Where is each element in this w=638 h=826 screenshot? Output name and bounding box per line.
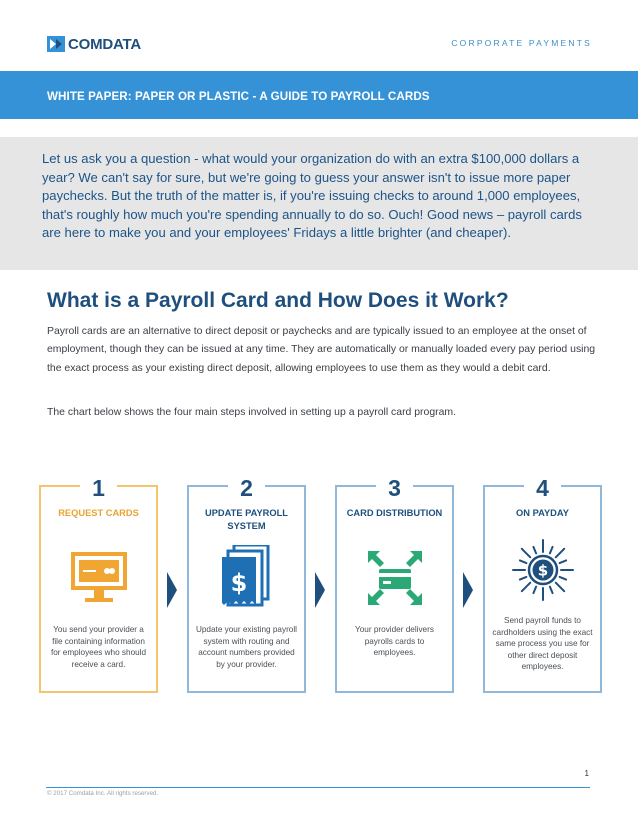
chevron-right-icon [463,572,473,608]
step-title: CARD DISTRIBUTION [346,508,443,518]
step-description: You send your provider a file containing information for employees who should receive a card. [50,625,147,669]
step-description: Update your existing payroll system with routing and account numbers provided by your provider. [195,625,298,669]
intro-text: Let us ask you a question - what would your organization do with an extra $100,000 dollars a year? We can't say for sure, but we're going to guess your answer isn't to issue more paper paychecks. But the truth of the matter is, if you're issuing checks to around 1,000 employees, that's roughly how much you're spending annually to do so. Ouch! Good news – payroll cards are here to make you and your employees' Fridays a little brighter (and cheaper). [42,151,582,241]
step-title: REQUEST CARDS [58,508,139,518]
burst-ray [533,587,536,593]
step-number: 3 [376,475,413,501]
step-number: 4 [524,475,561,501]
computer-monitor-icon [41,543,156,613]
page-number: 1 [584,769,589,778]
burst-ray [555,549,563,557]
burst-ray [555,583,563,591]
step-card-3 [335,475,454,693]
burst-ray [521,549,529,557]
chevron-right-icon [167,572,177,608]
burst-ray [549,587,552,593]
body-paragraph-1: Payroll cards are an alternative to direct deposit or paychecks and are typically issued to an employee at the onset of employment, though they can be issued at any time. They are automatically or manually loaded every pay period using the exact process as your existing direct deposit, allowing employees to use them as they would a debit card. [47,326,596,374]
step-card-2 [187,475,306,693]
step-number: 1 [80,475,117,501]
burst-ray [559,577,565,580]
burst-ray [521,583,529,591]
body-paragraph-2: The chart below shows the four main steps involved in setting up a payroll card program. [47,407,457,418]
white-paper-title: WHITE PAPER: PAPER OR PLASTIC - A GUIDE TO PAYROLL CARDS [47,90,430,103]
step-number: 2 [228,475,265,501]
footer-divider [46,787,590,788]
burst-ray [549,547,552,553]
comdata-logo-icon [47,36,65,52]
title-banner [0,71,638,119]
step-card-4 [483,475,602,693]
section-heading: What is a Payroll Card and How Does it Work? [47,289,509,312]
burst-ray [533,547,536,553]
chevron-right-icon [315,572,325,608]
burst-ray [519,577,525,580]
copyright-notice: © 2017 Comdata Inc. All rights reserved. [47,790,159,797]
intro-callout [0,137,638,270]
step-title: ON PAYDAY [516,508,569,518]
logo-text: COMDATA [68,35,142,53]
svg-text:$: $ [230,569,247,597]
step-card-1 [39,475,158,693]
section-label: CORPORATE PAYMENTS [451,38,592,48]
comdata-logo [47,35,141,53]
step-description: Your provider delivers payrolls cards to employees. [355,625,434,657]
card-distribution-icon [337,543,452,613]
burst-ray [559,560,565,563]
step-description: Send payroll funds to cardholders using the exact same process you use for other direct deposit employees. [492,616,593,671]
svg-text:$: $ [537,561,548,580]
dollar-coin-burst-icon [485,535,600,605]
step-title: UPDATE PAYROLL SYSTEM [205,508,288,531]
pay-stubs-dollar-icon [189,543,304,613]
burst-ray [519,560,525,563]
